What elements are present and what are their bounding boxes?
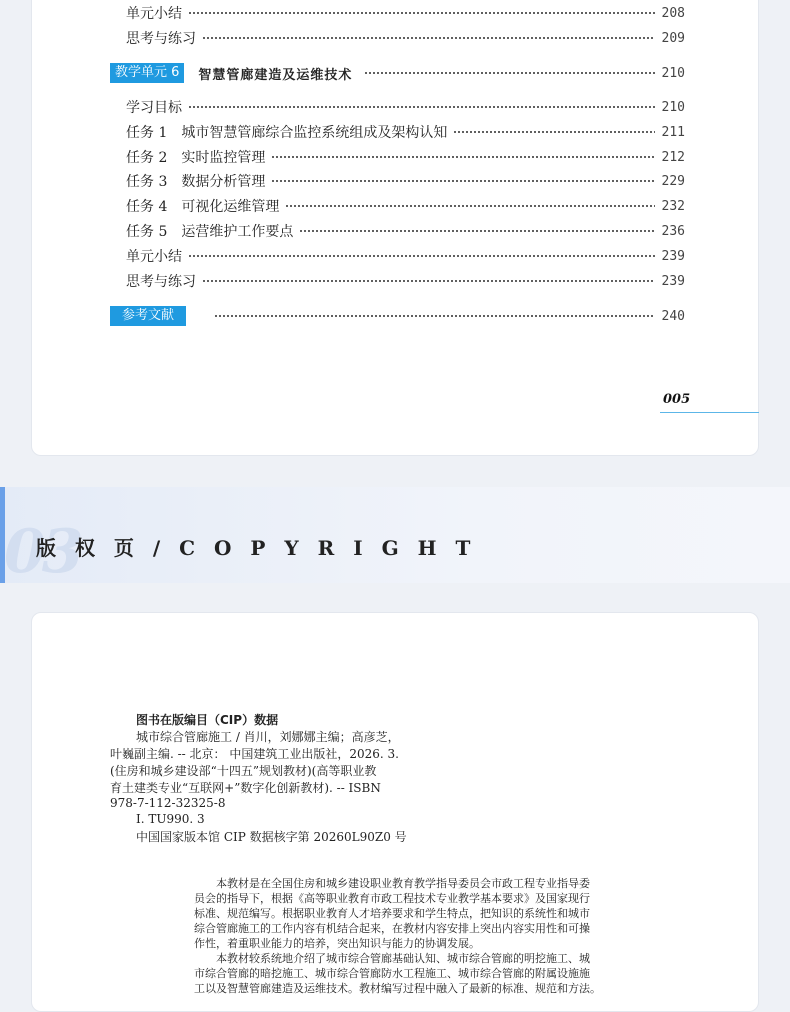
toc-unit-6-row[interactable] <box>110 62 685 84</box>
toc-dot-leader <box>453 131 655 133</box>
abstract-line: 本教材是在全国住房和城乡建设职业教育教学指导委员会市政工程专业指导委 <box>216 877 590 890</box>
toc-row-page: 240 <box>661 308 685 324</box>
toc-row-number: 任务 3 <box>126 174 168 190</box>
references-tag: 参考文献 <box>110 306 186 326</box>
toc-row-page: 209 <box>661 30 685 46</box>
cip-line: 中国国家版本馆 CIP 数据核字第 20260L90Z0 号 <box>136 830 407 844</box>
toc-row-page: 212 <box>661 149 685 165</box>
toc-dot-leader <box>202 280 655 282</box>
abstract-line: 本教材较系统地介绍了城市综合管廊基础认知、城市综合管廊的明挖施工、城 <box>216 952 590 965</box>
unit-title: 智慧管廊建造及运维技术 <box>198 67 353 83</box>
toc-dot-leader <box>214 315 655 317</box>
cip-line: 叶巍副主编. -- 北京： 中国建筑工业出版社，2026. 3. <box>110 747 399 761</box>
abstract-line: 工以及智慧管廊建造及运维技术。教材编写过程中融入了最新的标准、规范和方法。 <box>194 982 601 995</box>
toc-dot-leader <box>364 72 655 74</box>
toc-dot-leader <box>271 156 655 158</box>
toc-row-exercises-6[interactable] <box>126 270 685 292</box>
toc-row-task-3[interactable] <box>126 170 685 192</box>
toc-row-label: 思考与练习 <box>126 31 196 47</box>
toc-row-unit-summary-5[interactable] <box>126 2 685 24</box>
toc-dot-leader <box>188 12 655 14</box>
toc-dot-leader <box>299 230 655 232</box>
toc-references-row[interactable] <box>110 305 685 327</box>
cip-line: (住房和城乡建设部“十四五”规划教材)(高等职业教 <box>110 764 377 778</box>
toc-dot-leader <box>188 106 655 108</box>
toc-row-page: 229 <box>661 173 685 189</box>
cip-line: 育土建类专业“互联网+”数字化创新教材). -- ISBN <box>110 781 381 795</box>
abstract-line: 员会的指导下，根据《高等职业教育市政工程技术专业教学基本要求》及国家现行 <box>194 892 590 905</box>
toc-row-label: 单元小结 <box>126 249 182 265</box>
cip-line: 城市综合管廊施工 / 肖川，刘娜娜主编；高彦芝， <box>136 730 400 744</box>
toc-row-label: 单元小结 <box>126 6 182 22</box>
toc-row-page: 210 <box>661 99 685 115</box>
toc-row-label: 实时监控管理 <box>181 150 266 166</box>
toc-dot-leader <box>285 205 655 207</box>
toc-row-label: 可视化运维管理 <box>181 199 280 215</box>
toc-row-page: 232 <box>661 198 685 214</box>
toc-row-number: 任务 5 <box>126 224 168 240</box>
toc-row-page: 208 <box>661 5 685 21</box>
abstract-line: 综合管廊施工的工作内容有机结合起来，在教材内容安排上突出内容实用性和可操 <box>194 922 590 935</box>
toc-row-label: 数据分析管理 <box>181 174 266 190</box>
toc-dot-leader <box>188 255 655 257</box>
cip-heading: 图书在版编目（CIP）数据 <box>136 713 279 727</box>
toc-row-page: 210 <box>661 65 685 81</box>
toc-dot-leader <box>271 180 655 182</box>
toc-row-label: 运营维护工作要点 <box>181 224 294 240</box>
toc-row-label: 城市智慧管廊综合监控系统组成及架构认知 <box>181 125 448 141</box>
section-title: 版 权 页 / C O P Y R I G H T <box>36 536 477 560</box>
abstract-line: 作性，着重职业能力的培养，突出知识与能力的协调发展。 <box>194 937 480 950</box>
toc-row-exercises-5[interactable] <box>126 27 685 49</box>
toc-row-label: 学习目标 <box>126 100 182 116</box>
toc-dot-leader <box>202 37 655 39</box>
section-header-band <box>0 487 790 583</box>
toc-row-task-4[interactable] <box>126 195 685 217</box>
cip-line: Ⅰ. TU990. 3 <box>136 812 205 826</box>
toc-row-page: 239 <box>661 273 685 289</box>
abstract-line: 标准、规范编写。根据职业教育人才培养要求和学生特点，把知识的系统性和城市 <box>194 907 590 920</box>
page-number-rule <box>660 412 759 413</box>
toc-row-label: 思考与练习 <box>126 274 196 290</box>
abstract-line: 市综合管廊的暗挖施工、城市综合管廊防水工程施工、城市综合管廊的附属设施施 <box>194 967 590 980</box>
toc-row-task-1[interactable] <box>126 121 685 143</box>
toc-row-page: 239 <box>661 248 685 264</box>
page-number: 005 <box>663 392 691 407</box>
section-big-number: 03 <box>4 517 80 583</box>
toc-row-number: 任务 1 <box>126 125 168 141</box>
toc-row-task-5[interactable] <box>126 220 685 242</box>
unit-tag: 教学单元 6 <box>110 63 184 83</box>
toc-row-learning-goals[interactable] <box>126 96 685 118</box>
toc-row-unit-summary-6[interactable] <box>126 245 685 267</box>
cip-line: 978-7-112-32325-8 <box>110 796 226 810</box>
toc-row-page: 211 <box>661 124 685 140</box>
toc-row-number: 任务 2 <box>126 150 168 166</box>
toc-row-task-2[interactable] <box>126 146 685 168</box>
toc-row-page: 236 <box>661 223 685 239</box>
toc-row-number: 任务 4 <box>126 199 168 215</box>
